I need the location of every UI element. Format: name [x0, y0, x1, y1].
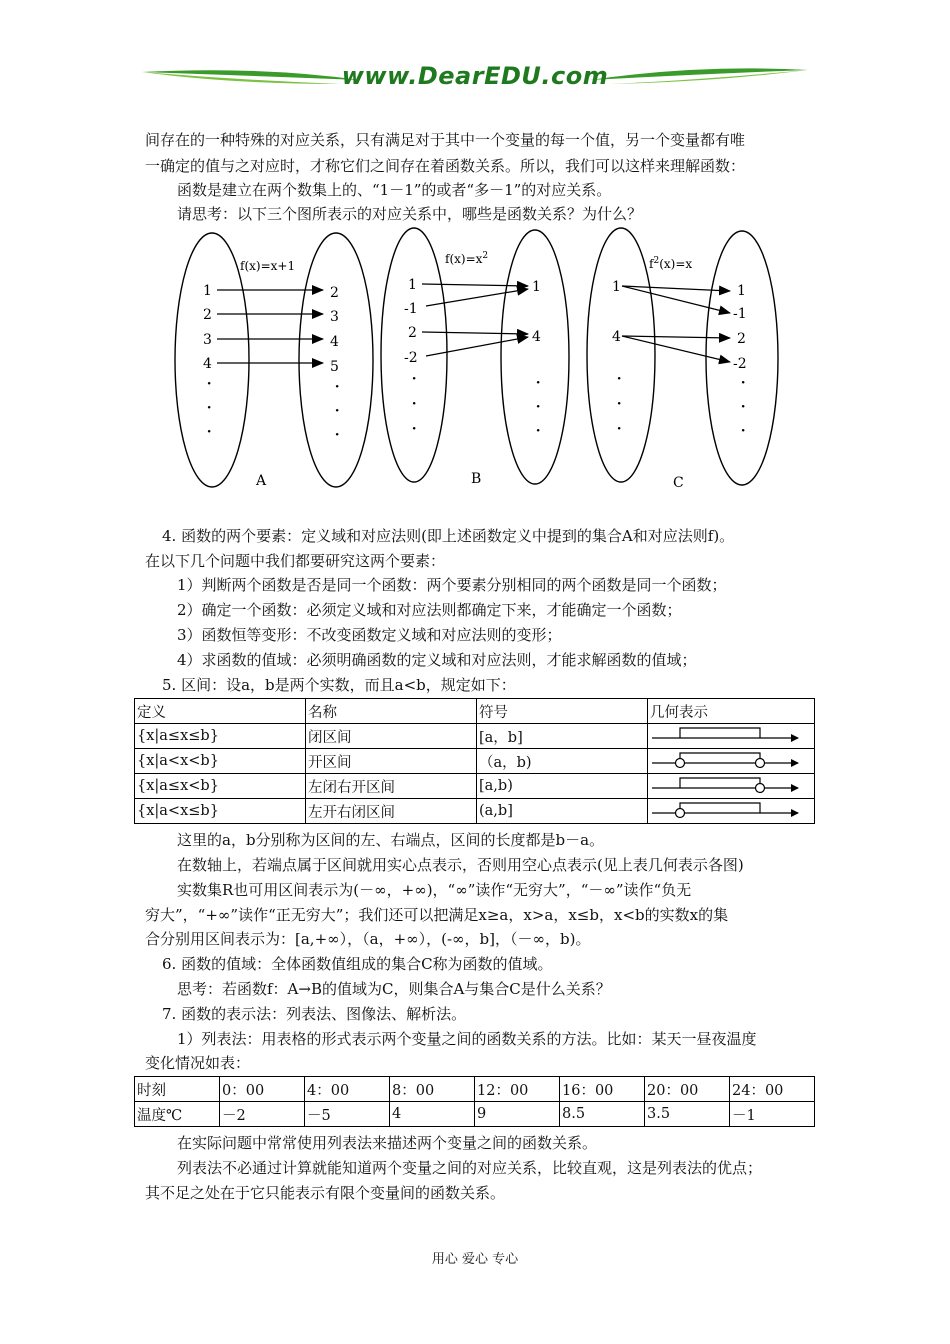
paragraph: 6. 函数的值域：全体函数值组成的集合C称为函数的值域。: [162, 955, 553, 973]
table-row: [135, 724, 815, 749]
table-cell: 20：00: [645, 1077, 730, 1102]
table-cell: 24：00: [730, 1077, 815, 1102]
table-cell: 开区间: [306, 749, 477, 774]
diagram-c-right-value: -2: [733, 356, 747, 372]
table-cell: 9: [475, 1102, 560, 1127]
diagram-b-left-value: 1: [408, 277, 417, 293]
paragraph: 合分别用区间表示为：[a,+∞），（a，+∞），(-∞，b]，（－∞，b)。: [145, 930, 591, 948]
diagram-b-ellipsis-dot: ·: [411, 416, 418, 440]
table-cell: 12：00: [475, 1077, 560, 1102]
diagram-a-left-value: 1: [203, 283, 212, 299]
diagram-c-ellipsis-dot: ·: [740, 418, 747, 442]
table-cell: 闭区间: [306, 724, 477, 749]
table-cell: 4: [390, 1102, 475, 1127]
table-cell: －1: [730, 1102, 815, 1127]
table-cell: （a，b): [477, 749, 648, 774]
paragraph: 在以下几个问题中我们都要研究这两个要素：: [145, 552, 446, 570]
table-cell: 3.5: [645, 1102, 730, 1127]
diagram-b-ellipsis-dot: ·: [535, 370, 542, 394]
table-row: [135, 774, 815, 799]
diagram-a-ellipsis-dot: ·: [206, 371, 213, 395]
diagram-b-arrow: [422, 332, 528, 334]
table-cell: 4：00: [305, 1077, 390, 1102]
diagram-a-left-value: 3: [203, 332, 212, 348]
paragraph: 函数是建立在两个数集上的、“1－1”的或者“多－1”的对应关系。: [177, 181, 612, 199]
table-cell: 8.5: [560, 1102, 645, 1127]
brand-logo-text: www.DearEDU.com: [341, 62, 609, 90]
paragraph: 4. 函数的两个要素：定义域和对应法则(即上述函数定义中提到的集合A和对应法则f)。: [162, 527, 735, 545]
diagram-a-rule: f(x)=x+1: [240, 259, 296, 273]
diagram-a-right-value: 5: [330, 359, 339, 375]
table-cell: [a，b]: [477, 724, 648, 749]
diagram-b-label: B: [471, 471, 482, 487]
geometric-representation-cell: [648, 749, 815, 774]
diagram-b-left-value: -2: [404, 350, 418, 366]
table-row: [135, 799, 815, 824]
table-cell: 时刻: [135, 1077, 220, 1102]
diagram-c-arrow: [622, 336, 730, 338]
paragraph: 列表法不必通过计算就能知道两个变量之间的对应关系，比较直观，这是列表法的优点；: [177, 1159, 763, 1177]
interval-table: [134, 698, 815, 824]
paragraph: 1）判断两个函数是否是同一个函数：两个要素分别相同的两个函数是同一个函数；: [177, 576, 727, 594]
diagram-a-ellipsis-dot: ·: [334, 422, 341, 446]
table-cell: －2: [220, 1102, 305, 1127]
diagram-b-left-value: -1: [404, 301, 418, 317]
geometric-representation-cell: [648, 774, 815, 799]
diagram-c-ellipsis-dot: ·: [616, 391, 623, 415]
table-row: [135, 1077, 815, 1102]
diagram-a-left-value: 4: [203, 356, 212, 372]
paragraph: 4）求函数的值域：必须明确函数的定义域和对应法则，才能求解函数的值域；: [177, 651, 697, 669]
diagram-b-arrow: [422, 284, 528, 286]
diagram-b-right-value: 4: [532, 329, 541, 345]
paragraph: 在数轴上，若端点属于区间就用实心点表示，否则用空心点表示(见上表几何表示各图): [177, 856, 744, 874]
diagram-a-domain-ellipse: [175, 233, 249, 487]
temperature-table: [134, 1076, 815, 1127]
table-cell: 0：00: [220, 1077, 305, 1102]
diagram-c-arrow: [622, 336, 730, 362]
diagram-c-left-value: 1: [612, 279, 621, 295]
table-cell: 16：00: [560, 1077, 645, 1102]
paragraph: 5. 区间：设a，b是两个实数，而且a<b，规定如下：: [162, 676, 516, 694]
geometric-representation-cell: [648, 724, 815, 749]
table-cell: [a,b): [477, 774, 648, 799]
diagram-a-ellipsis-dot: ·: [206, 419, 213, 443]
diagram-a-label: A: [256, 473, 267, 489]
diagram-c-label: C: [673, 475, 684, 491]
left-closed-right-open-graphic: [650, 774, 810, 794]
table-cell: {x|a<x<b}: [135, 749, 306, 774]
table-header-cell: 名称: [306, 699, 477, 724]
diagram-a-right-value: 3: [330, 309, 339, 325]
diagram-b-right-value: 1: [532, 279, 541, 295]
diagram-c-domain-ellipse: [587, 228, 655, 482]
left-open-right-closed-graphic: [650, 799, 810, 819]
diagram-b-ellipsis-dot: ·: [411, 391, 418, 415]
paragraph: 一确定的值与之对应时，才称它们之间存在着函数关系。所以，我们可以这样来理解函数：: [145, 157, 746, 175]
paragraph: 实数集R也可用区间表示为(－∞，+∞)，“∞”读作“无穷大”，“－∞”读作“负无: [177, 881, 692, 899]
open-interval-graphic: [650, 749, 810, 769]
diagram-b-arrow: [426, 289, 528, 306]
paragraph: 其不足之处在于它只能表示有限个变量间的函数关系。: [145, 1184, 506, 1202]
mapping-diagrams: [0, 0, 950, 520]
diagram-c-rule: $f^2(x)=x$: [649, 256, 693, 271]
diagram-c-ellipsis-dot: ·: [740, 394, 747, 418]
paragraph: 思考：若函数f：A→B的值域为C，则集合A与集合C是什么关系？: [177, 980, 611, 998]
paragraph: 7. 函数的表示法：列表法、图像法、解析法。: [162, 1005, 467, 1023]
table-header-row: [135, 699, 815, 724]
diagram-c-ellipsis-dot: ·: [616, 366, 623, 390]
diagram-b-left-value: 2: [408, 325, 417, 341]
table-header-cell: 符号: [477, 699, 648, 724]
paragraph: 2）确定一个函数：必须定义域和对应法则都确定下来，才能确定一个函数；: [177, 601, 682, 619]
table-cell: {x|a≤x≤b}: [135, 724, 306, 749]
table-cell: 8：00: [390, 1077, 475, 1102]
diagram-a-ellipsis-dot: ·: [334, 374, 341, 398]
diagram-c-left-value: 4: [612, 329, 621, 345]
table-cell: {x|a≤x<b}: [135, 774, 306, 799]
table-cell: 左闭右开区间: [306, 774, 477, 799]
diagram-b-range-ellipse: [501, 230, 569, 484]
table-cell: {x|a<x≤b}: [135, 799, 306, 824]
diagram-b-rule: $f(x)=x^2$: [445, 251, 489, 266]
diagram-c-ellipsis-dot: ·: [740, 370, 747, 394]
diagram-b-arrow: [426, 337, 528, 356]
page-footer: 用心 爱心 专心: [431, 1252, 519, 1267]
table-header-cell: 几何表示: [648, 699, 815, 724]
paragraph: 在实际问题中常常使用列表法来描述两个变量之间的函数关系。: [177, 1134, 598, 1152]
paragraph: 间存在的一种特殊的对应关系，只有满足对于其中一个变量的每一个值，另一个变量都有唯: [145, 131, 746, 149]
diagram-c-right-value: 1: [737, 283, 746, 299]
diagram-a-left-value: 2: [203, 307, 212, 323]
table-cell: －5: [305, 1102, 390, 1127]
diagram-c-right-value: 2: [737, 331, 746, 347]
geometric-representation-cell: [648, 799, 815, 824]
diagram-b-ellipsis-dot: ·: [535, 418, 542, 442]
diagram-c-ellipsis-dot: ·: [616, 416, 623, 440]
closed-interval-graphic: [650, 724, 810, 744]
diagram-b-ellipsis-dot: ·: [411, 366, 418, 390]
table-row: [135, 1102, 815, 1127]
paragraph: 1）列表法：用表格的形式表示两个变量之间的函数关系的方法。比如：某天一昼夜温度: [177, 1030, 757, 1048]
paragraph: 请思考：以下三个图所表示的对应关系中，哪些是函数关系？为什么？: [177, 205, 643, 223]
diagram-a-right-value: 2: [330, 285, 339, 301]
table-header-cell: 定义: [135, 699, 306, 724]
diagram-c-right-value: -1: [733, 306, 747, 322]
paragraph: 变化情况如表：: [145, 1054, 251, 1072]
diagram-a-ellipsis-dot: ·: [206, 395, 213, 419]
table-cell: (a,b]: [477, 799, 648, 824]
diagram-a-right-value: 4: [330, 334, 339, 350]
table-row: [135, 749, 815, 774]
table-cell: 左开右闭区间: [306, 799, 477, 824]
diagram-a-ellipsis-dot: ·: [334, 398, 341, 422]
diagram-b-ellipsis-dot: ·: [535, 394, 542, 418]
paragraph: 3）函数恒等变形：不改变函数定义域和对应法则的变形；: [177, 626, 562, 644]
paragraph: 穷大”，“+∞”读作“正无穷大”；我们还可以把满足x≥a，x>a，x≤b，x<b的实数x的集: [145, 906, 729, 924]
table-cell: 温度℃: [135, 1102, 220, 1127]
paragraph: 这里的a，b分别称为区间的左、右端点，区间的长度都是b－a。: [177, 831, 605, 849]
